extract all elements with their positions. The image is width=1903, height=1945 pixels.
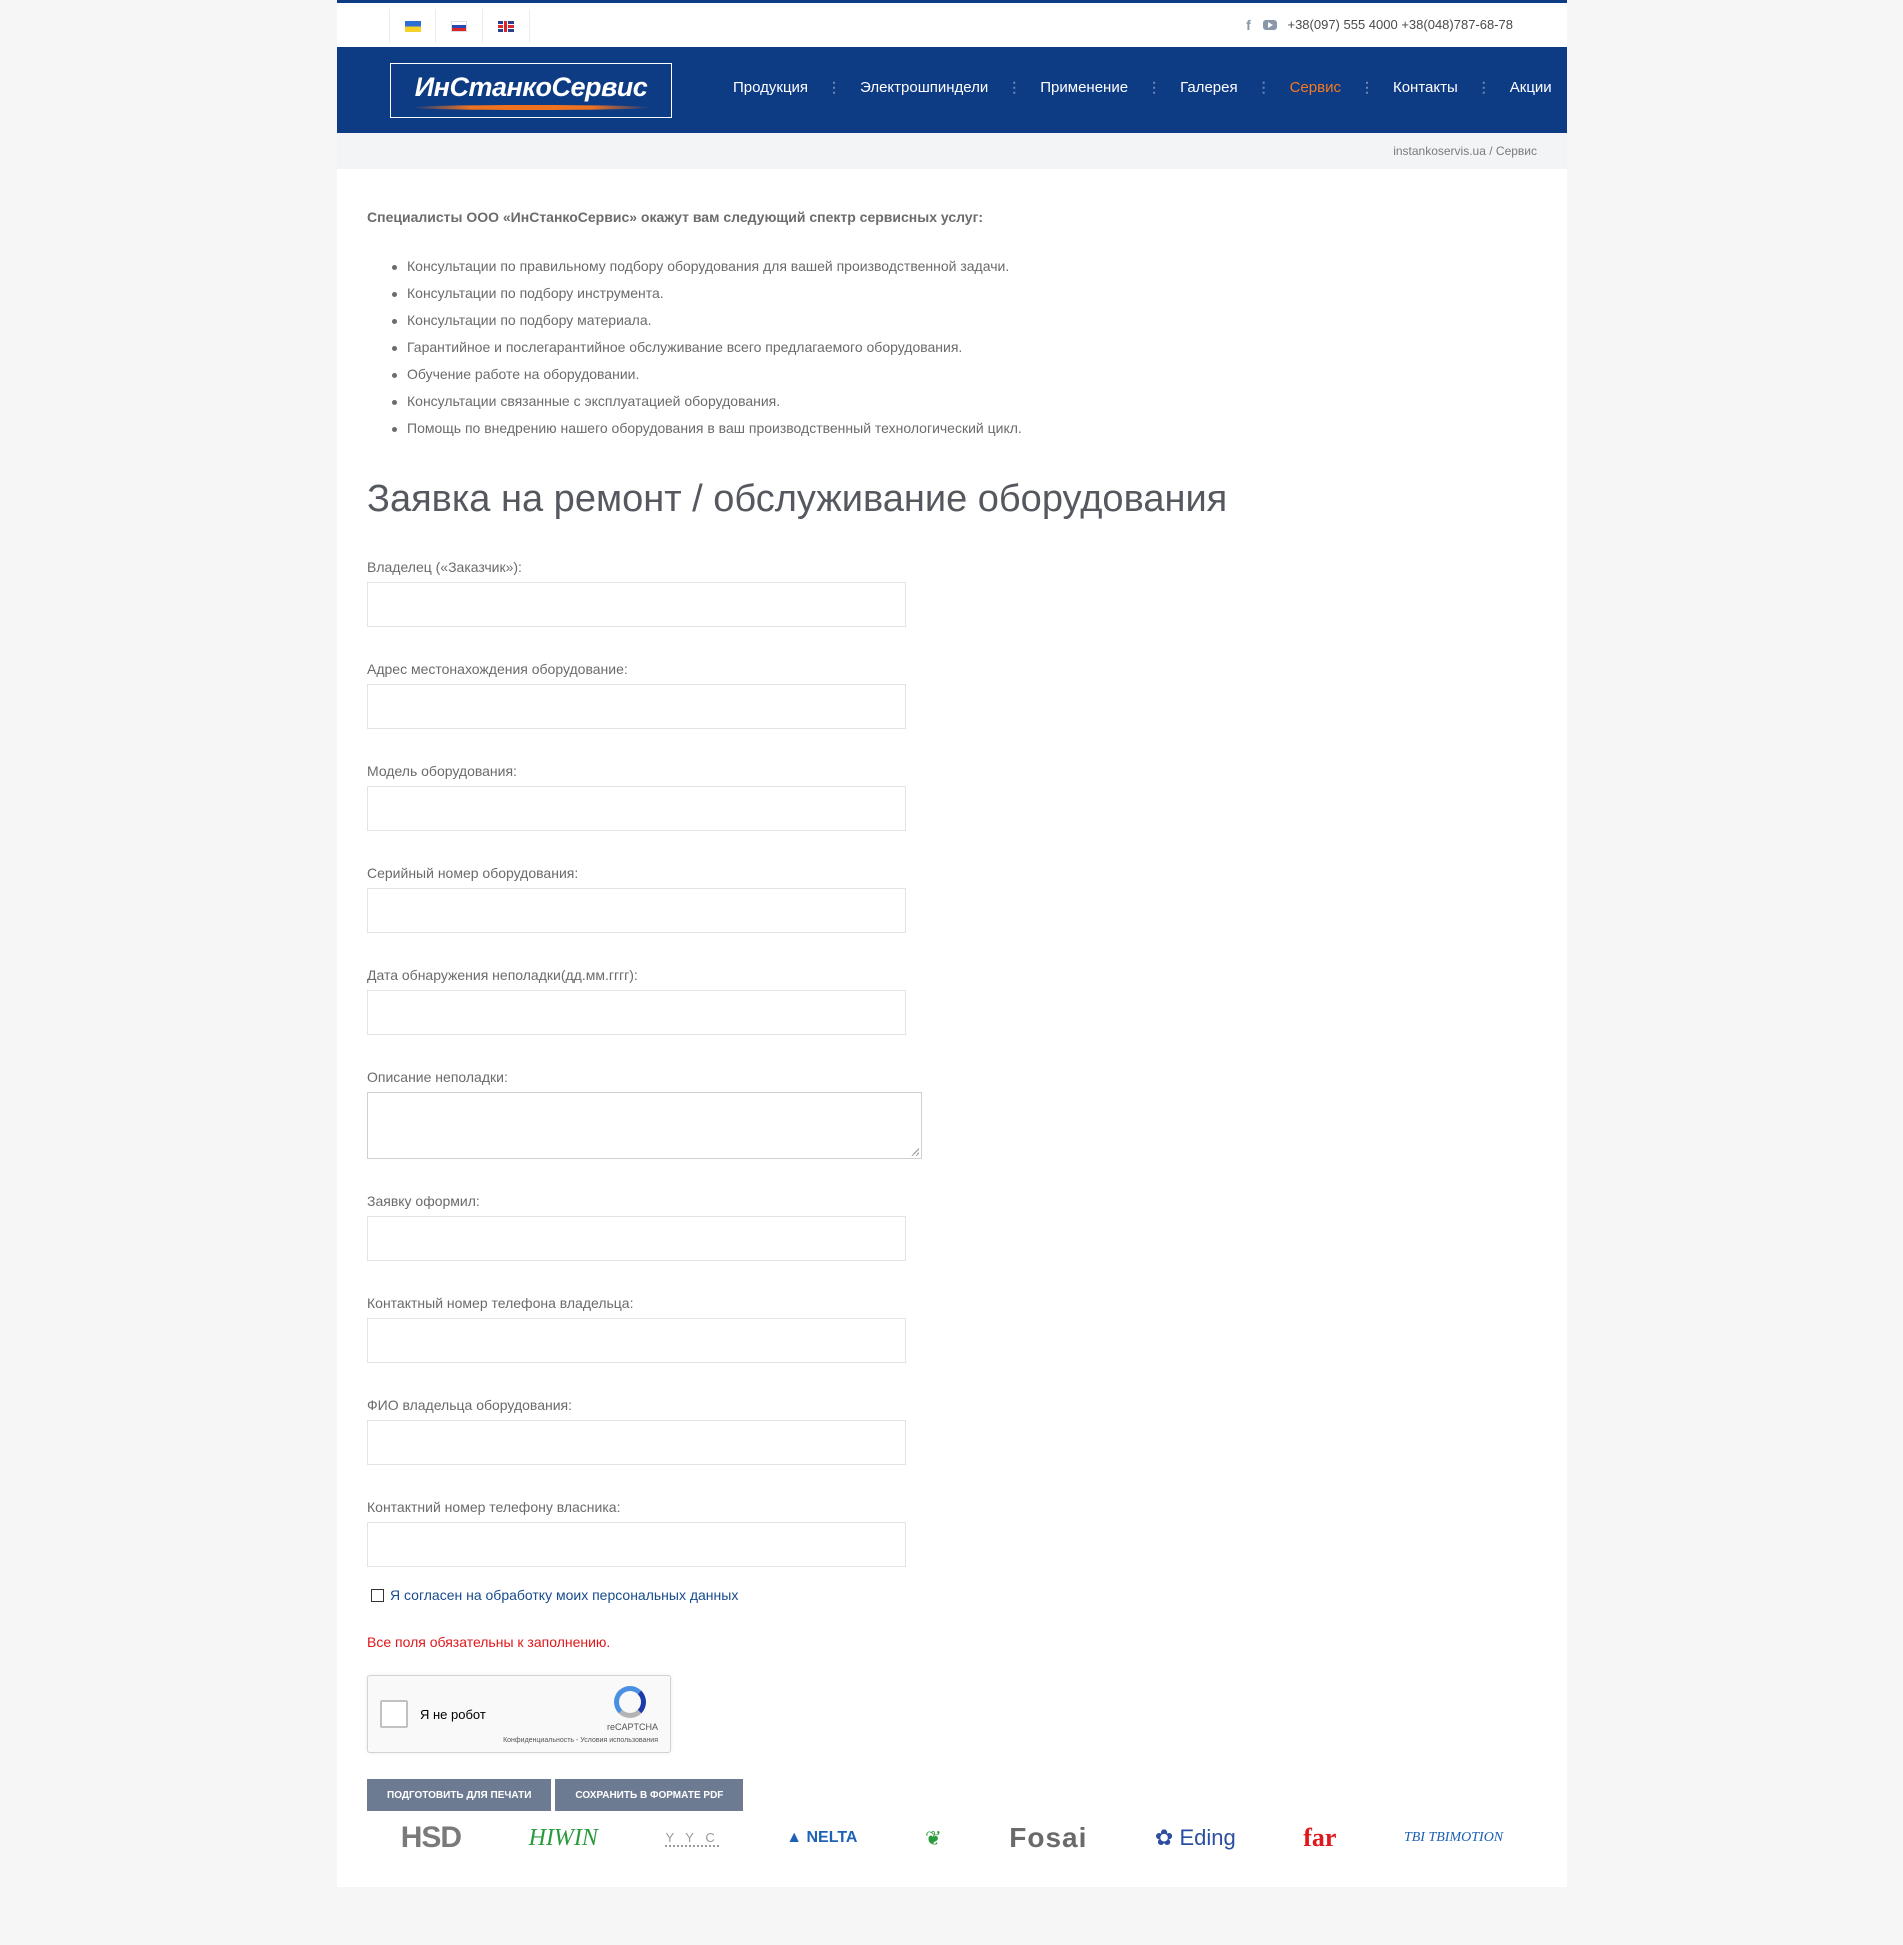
field-owner [367,559,1537,627]
field-label: Адрес местонахождения оборудование: [367,661,628,677]
field-owner-name [367,1397,1537,1465]
nav-separator: ⋮ [1256,79,1271,95]
recaptcha-label: Я не робот [420,1707,486,1722]
nav-item-spindles[interactable]: Электрошпиндели [860,79,989,96]
brand-logo-tbimotion[interactable]: TBI TBIMOTION [1403,1830,1504,1845]
services-list [367,253,1537,442]
required-note: Все поля обязательны к заполнению. [367,1634,611,1650]
flag-gb-icon [498,21,514,32]
language-en[interactable] [483,9,530,43]
nav-separator: ⋮ [1147,79,1162,95]
field-label: ФИО владельца оборудования: [367,1397,573,1413]
field-submitted-by [367,1193,1537,1261]
list-item: Обучение работе на оборудовании. [392,361,1537,388]
brand-logos [337,1815,1567,1861]
nav-item-products[interactable]: Продукция [733,79,809,96]
brand-logo-far[interactable]: far [1303,1823,1337,1852]
breadcrumb [337,133,1567,169]
phone-numbers: +38(097) 555 4000 +38(048)787-68-78 [1287,17,1513,32]
main-header [337,47,1567,133]
field-label: Модель оборудования: [367,763,517,779]
field-serial [367,865,1537,933]
brand-logo-eding[interactable]: ✿ Eding [1154,1825,1236,1850]
header-contacts [1241,17,1513,32]
consent-row [367,1587,1537,1603]
field-label: Серийный номер оборудования: [367,865,579,881]
brand-logo-delta[interactable]: ▲ NELTA [786,1829,858,1846]
site-logo[interactable] [390,63,672,118]
nav-separator: ⋮ [1007,79,1022,95]
owner-name-input[interactable] [367,1420,906,1465]
nav-item-contacts[interactable]: Контакты [1392,79,1458,96]
main-nav [733,79,1552,96]
list-item: Консультации по подбору инструмента. [392,280,1537,307]
brand-logo-yyc[interactable]: Y Y C [665,1829,719,1845]
flag-ru-icon [451,21,467,32]
language-switcher [389,9,530,43]
brand-logo-hiwin[interactable]: HIWIN [528,1824,598,1851]
field-label: Контактний номер телефону власника: [367,1499,621,1515]
resize-grip-icon[interactable] [911,1148,919,1156]
logo-text: ИнСтанкоСервис [414,71,648,102]
facebook-icon[interactable]: f [1246,16,1251,33]
nav-item-promotions[interactable]: Акции [1509,79,1552,96]
list-item: Гарантийное и послегарантийное обслуживание всего предлагаемого оборудования. [392,334,1537,361]
recaptcha-checkbox[interactable] [380,1700,408,1728]
field-label: Контактный номер телефона владельца: [367,1295,634,1311]
model-input[interactable] [367,786,906,831]
owner-input[interactable] [367,582,906,627]
description-textarea[interactable] [367,1092,922,1159]
consent-checkbox[interactable] [371,1589,384,1602]
nav-separator: ⋮ [1359,79,1374,95]
nav-separator: ⋮ [827,79,842,95]
flag-ua-icon [405,21,421,32]
field-date [367,967,1537,1035]
language-ua[interactable] [389,9,436,43]
list-item: Помощь по внедрению нашего оборудования в ваш производственный технологический цикл. [392,415,1537,442]
submitted-by-input[interactable] [367,1216,906,1261]
logo-swoosh [411,105,651,110]
field-label: Описание неполадки: [367,1069,508,1085]
nav-separator: ⋮ [1476,79,1491,95]
field-label: Заявку оформил: [367,1193,480,1209]
service-request-form [367,559,1537,1811]
owner-phone-ua-input[interactable] [367,1522,906,1567]
recaptcha-icon [614,1686,646,1718]
field-address [367,661,1537,729]
brand-logo-leaf-icon[interactable]: ❦ [924,1827,942,1850]
field-owner-phone-ua [367,1499,1537,1567]
address-input[interactable] [367,684,906,729]
breadcrumb-text[interactable]: instankoservis.ua / Сервис [1393,144,1537,158]
form-actions [367,1779,1537,1811]
brand-logo-fosai[interactable]: Fosai [1009,1822,1088,1853]
brand-logo-hsd[interactable]: HSD [400,1821,462,1854]
services-intro: Специалисты ООО «ИнСтанкоСервис» окажут вам следующий спектр сервисных услуг: [367,209,984,225]
field-model [367,763,1537,831]
top-bar [337,3,1567,47]
nav-item-gallery[interactable]: Галерея [1180,79,1238,96]
recaptcha-widget [367,1675,671,1753]
nav-item-applications[interactable]: Применение [1040,79,1129,96]
list-item: Консультации по правильному подбору оборудования для вашей производственной задачи. [392,253,1537,280]
recaptcha-terms[interactable]: Конфиденциальность - Условия использования [503,1737,658,1744]
list-item: Консультации связанные с эксплуатацией оборудования. [392,388,1537,415]
date-input[interactable] [367,990,906,1035]
page-title: Заявка на ремонт / обслуживание оборудования [367,478,1228,520]
field-description [367,1069,1537,1159]
field-label: Дата обнаружения неполадки(дд.мм.гггг): [367,967,638,983]
field-owner-phone [367,1295,1537,1363]
recaptcha-brand: reCAPTCHA [606,1722,658,1732]
youtube-icon[interactable] [1263,20,1277,30]
consent-label[interactable]: Я согласен на обработку моих персональных данных [390,1587,739,1603]
language-ru[interactable] [436,9,483,43]
print-button[interactable]: ПОДГОТОВИТЬ ДЛЯ ПЕЧАТИ [367,1779,551,1811]
list-item: Консультации по подбору материала. [392,307,1537,334]
nav-item-service[interactable]: Сервис [1289,79,1341,96]
serial-input[interactable] [367,888,906,933]
main-content [367,169,1537,1811]
page-container [337,0,1567,1887]
save-pdf-button[interactable]: СОХРАНИТЬ В ФОРМАТЕ PDF [555,1779,743,1811]
field-label: Владелец («Заказчик»): [367,559,522,575]
owner-phone-input[interactable] [367,1318,906,1363]
